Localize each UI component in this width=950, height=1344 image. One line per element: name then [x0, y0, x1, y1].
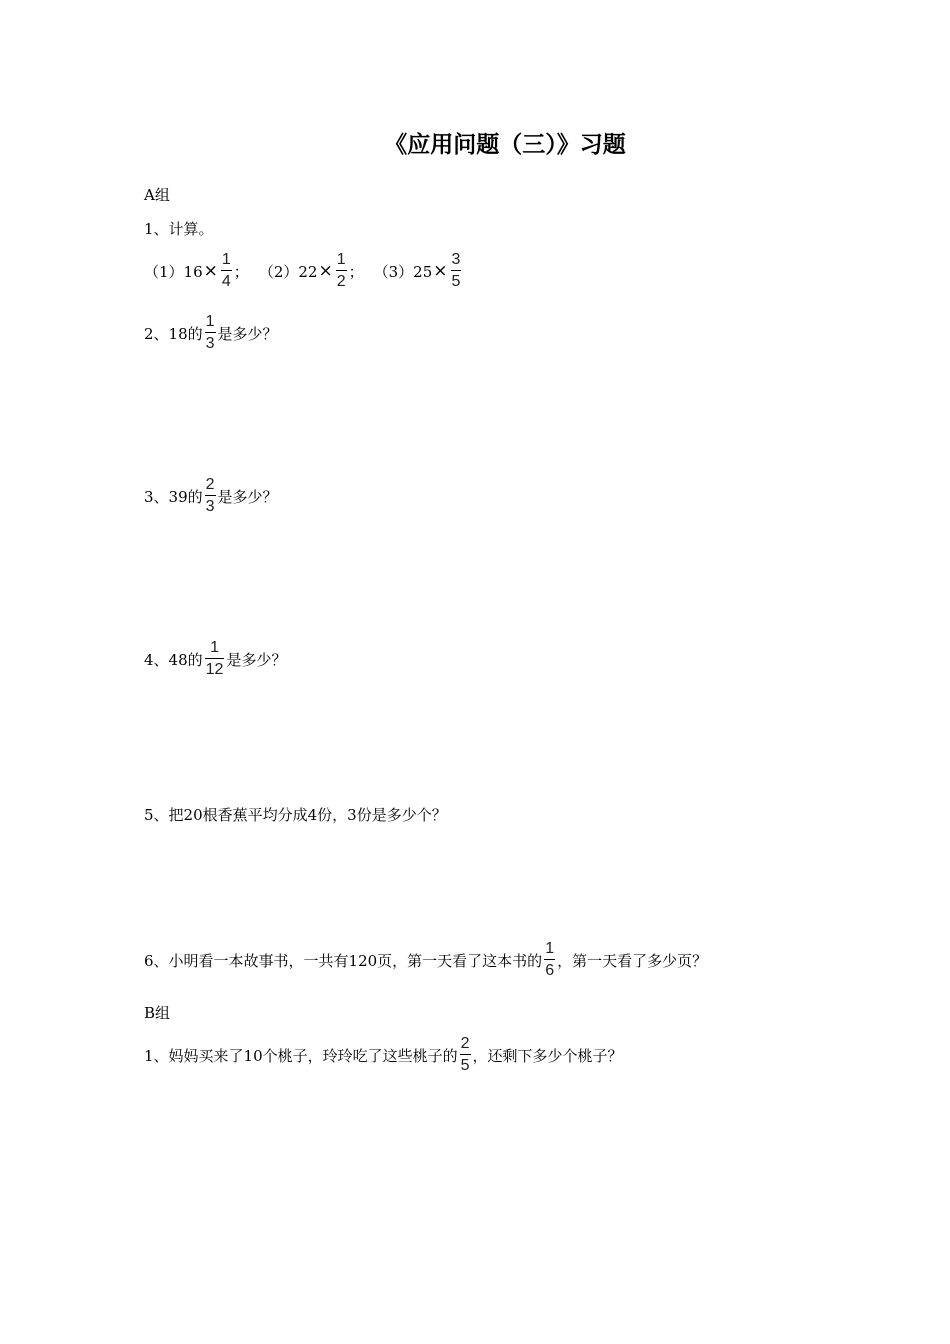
page-title: 《应用问题（三）》习题: [384, 132, 626, 158]
question-a4: [144, 640, 286, 678]
question-a1-expressions: [144, 252, 463, 290]
fraction: [336, 252, 347, 290]
numerator: 3: [451, 251, 461, 268]
question-text: 是多少？: [217, 487, 278, 506]
fraction: [544, 941, 555, 979]
fraction: [221, 252, 232, 290]
expr-1-prefix: （1）16: [144, 262, 203, 281]
group-a-label: A组: [144, 186, 170, 204]
question-text: ，第一天看了多少页？: [557, 951, 708, 970]
denominator: 6: [545, 962, 555, 979]
question-text: 1、妈妈买来了10个桃子，玲玲吃了这些桃子的: [144, 1046, 458, 1065]
question-a6: [144, 941, 707, 979]
numerator: 2: [460, 1035, 470, 1052]
question-text: 是多少？: [226, 650, 287, 669]
denominator: 5: [451, 273, 461, 290]
denominator: 3: [205, 498, 215, 515]
numerator: 1: [545, 940, 555, 957]
question-text: ，还剩下多少个桃子？: [472, 1046, 623, 1065]
fraction: [451, 252, 462, 290]
question-a2: [144, 314, 278, 352]
question-text: 是多少？: [217, 324, 278, 343]
question-a5: 5、把20根香蕉平均分成4份，3份是多少个？: [144, 806, 447, 824]
denominator: 2: [336, 273, 346, 290]
times-symbol: ×: [433, 261, 448, 281]
denominator: 3: [205, 335, 215, 352]
question-b1: [144, 1036, 623, 1074]
expr-2-prefix: （2）22: [258, 262, 318, 281]
question-a3: [144, 477, 278, 515]
group-b-label: B组: [144, 1004, 171, 1022]
question-text: 6、小明看一本故事书，一共有120页，第一天看了这本书的: [144, 951, 543, 970]
denominator: 5: [460, 1057, 470, 1074]
expr-1-suffix: ；: [233, 262, 249, 281]
question-a1: 1、计算。: [144, 220, 214, 238]
numerator: 1: [205, 313, 215, 330]
fraction: [205, 314, 216, 352]
expr-3-prefix: （3）25: [373, 262, 433, 281]
question-text: 3、39的: [144, 487, 203, 506]
fraction: [205, 640, 225, 678]
times-symbol: ×: [203, 261, 218, 281]
numerator: 1: [336, 251, 346, 268]
numerator: 1: [221, 251, 231, 268]
question-text: 2、18的: [144, 324, 203, 343]
fraction: [460, 1036, 471, 1074]
expr-2-suffix: ；: [348, 262, 364, 281]
numerator: 2: [205, 476, 215, 493]
denominator: 12: [205, 661, 224, 678]
denominator: 4: [221, 273, 231, 290]
question-text: 4、48的: [144, 650, 203, 669]
numerator: 1: [210, 639, 219, 656]
times-symbol: ×: [318, 261, 333, 281]
fraction: [205, 477, 216, 515]
